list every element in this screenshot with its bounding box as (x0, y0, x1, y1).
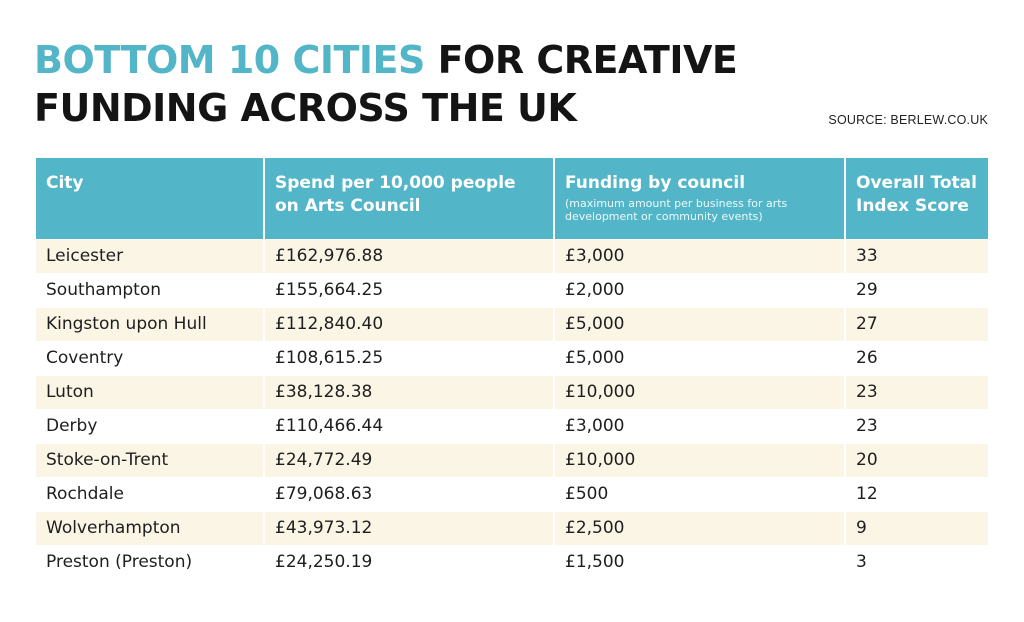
table-row (36, 375, 988, 409)
header-label: Funding by council (565, 173, 746, 193)
header-label: Spend per 10,000 people on Arts Council (275, 173, 516, 216)
title-rest-line1: FOR CREATIVE (437, 38, 738, 82)
cities-table (36, 158, 988, 579)
score-cell: 23 (845, 375, 988, 409)
city-cell: Kingston upon Hull (36, 307, 264, 341)
city-cell: Stoke-on-Trent (36, 443, 264, 477)
spend-cell: £108,615.25 (264, 341, 554, 375)
header-label: City (46, 173, 84, 193)
score-cell: 23 (845, 409, 988, 443)
city-cell: Luton (36, 375, 264, 409)
score-cell: 29 (845, 273, 988, 307)
spend-cell: £162,976.88 (264, 239, 554, 273)
page-title (34, 36, 737, 132)
city-cell: Wolverhampton (36, 511, 264, 545)
spend-cell: £43,973.12 (264, 511, 554, 545)
table-row (36, 443, 988, 477)
funding-cell: £5,000 (554, 307, 845, 341)
table-row (36, 341, 988, 375)
spend-cell: £24,772.49 (264, 443, 554, 477)
table-row (36, 511, 988, 545)
spend-cell: £110,466.44 (264, 409, 554, 443)
spend-cell: £79,068.63 (264, 477, 554, 511)
score-cell: 33 (845, 239, 988, 273)
funding-cell: £10,000 (554, 443, 845, 477)
city-cell: Derby (36, 409, 264, 443)
city-cell: Coventry (36, 341, 264, 375)
header-row (36, 158, 988, 239)
funding-cell: £2,000 (554, 273, 845, 307)
spend-cell: £155,664.25 (264, 273, 554, 307)
header-funding (554, 158, 845, 239)
header-score (845, 158, 988, 239)
city-cell: Southampton (36, 273, 264, 307)
score-cell: 12 (845, 477, 988, 511)
spend-cell: £24,250.19 (264, 545, 554, 579)
funding-cell: £1,500 (554, 545, 845, 579)
table-header (36, 158, 988, 239)
title-accent: BOTTOM 10 CITIES (34, 38, 425, 82)
score-cell: 27 (845, 307, 988, 341)
table-row (36, 307, 988, 341)
funding-cell: £10,000 (554, 375, 845, 409)
header-label: Overall Total Index Score (856, 173, 977, 216)
score-cell: 3 (845, 545, 988, 579)
funding-cell: £3,000 (554, 409, 845, 443)
spend-cell: £38,128.38 (264, 375, 554, 409)
funding-cell: £5,000 (554, 341, 845, 375)
title-line2: FUNDING ACROSS THE UK (34, 86, 577, 130)
city-cell: Leicester (36, 239, 264, 273)
table-row (36, 409, 988, 443)
score-cell: 20 (845, 443, 988, 477)
spend-cell: £112,840.40 (264, 307, 554, 341)
table-row (36, 545, 988, 579)
score-cell: 26 (845, 341, 988, 375)
table-row (36, 477, 988, 511)
table-row (36, 273, 988, 307)
header-spend (264, 158, 554, 239)
score-cell: 9 (845, 511, 988, 545)
funding-cell: £2,500 (554, 511, 845, 545)
funding-cell: £3,000 (554, 239, 845, 273)
source-credit: SOURCE: BERLEW.CO.UK (828, 113, 988, 127)
city-cell: Preston (Preston) (36, 545, 264, 579)
funding-cell: £500 (554, 477, 845, 511)
header-city (36, 158, 264, 239)
city-cell: Rochdale (36, 477, 264, 511)
header-note: (maximum amount per business for arts development or community events) (565, 197, 788, 223)
table-body (36, 239, 988, 579)
table-row (36, 239, 988, 273)
